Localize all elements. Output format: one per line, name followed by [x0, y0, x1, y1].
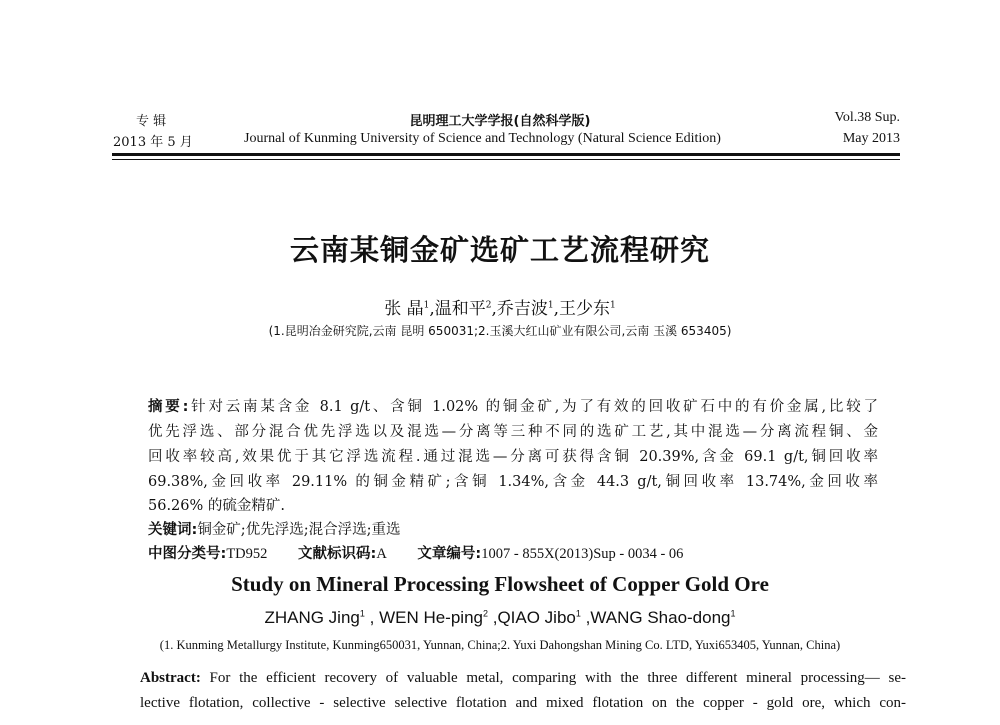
doc-code-value: A	[376, 546, 387, 562]
doc-code-label: 文献标识码:	[298, 546, 377, 562]
author: WEN He-ping	[379, 608, 483, 627]
author-sup: 1	[610, 300, 616, 311]
abstract-cn-line: 69.38%,金回收率 29.11% 的铜金精矿;含铜 1.34%,含金 44.3 g/t,铜回收率 13.74%,金回收率	[148, 474, 878, 490]
journal-name-cn: 昆明理工大学学报(自然科学版)	[409, 114, 591, 129]
author-sup: 1	[359, 608, 365, 619]
authors-en: ZHANG Jing$^1$ , WEN He-ping$^2$ ,QIAO Jibo$^1$ ,WANG Shao-dong$^1$	[264, 608, 736, 627]
author: ZHANG Jing	[264, 608, 360, 627]
header-rule-thin	[112, 159, 900, 160]
title-en: Study on Mineral Processing Flowsheet of Copper Gold Ore	[231, 572, 769, 596]
abstract-cn-line: 56.26% 的硫金精矿.	[148, 498, 286, 514]
header-special-issue: 专 辑	[136, 114, 167, 129]
author-sup: 1	[575, 608, 581, 619]
abstract-cn-line: 回收率较高,效果优于其它浮选流程.通过混选—分离可获得含铜 20.39%,含金 69.1 g/t,铜回收率	[148, 449, 878, 465]
issue-date: May 2013	[842, 131, 900, 146]
abstract-en-line	[140, 670, 906, 687]
author-sup: 1	[730, 608, 736, 619]
authors-cn: 张 晶$^1$,温和平$^2$,乔吉波$^1$,王少东$^1$	[384, 299, 616, 319]
abstract-text: 针对云南某含金 8.1 g/t、含铜 1.02% 的铜金矿,为了有效的回收矿石中的有价金属,比较了	[188, 399, 878, 415]
classification-line	[148, 542, 683, 563]
abstract-en-text: For the efficient recovery of valuable metal, comparing with the three different mineral processing— se-	[209, 670, 906, 686]
author-sup: 1	[423, 300, 430, 311]
title-cn: 云南某铜金矿选矿工艺流程研究	[289, 233, 710, 267]
keywords-label: 关键词:	[148, 522, 198, 538]
clc-value: TD952	[226, 546, 268, 562]
affiliation-en: (1. Kunming Metallurgy Institute, Kunming650031, Yunnan, China;2. Yuxi Dahongshan Mining Co. LTD, Yuxi653405, Yunnan, China)	[159, 638, 841, 652]
article-number-label: 文章编号:	[417, 546, 482, 562]
clc-label: 中图分类号:	[148, 546, 227, 562]
author: 张 晶	[384, 299, 424, 319]
author-sup: 1	[547, 300, 554, 311]
author: WANG Shao-dong	[590, 608, 731, 627]
volume-info: Vol.38 Sup.	[834, 110, 900, 125]
article-number-value: 1007 - 855X(2013)Sup - 0034 - 06	[481, 546, 684, 562]
abstract-label: 摘要:	[148, 399, 189, 415]
abstract-en-label: Abstract:	[140, 670, 201, 686]
author-sup: 2	[482, 608, 488, 619]
affiliation-cn: (1.昆明冶金研究院,云南 昆明 650031;2.玉溪大红山矿业有限公司,云南 玉溪 653405)	[268, 324, 732, 338]
author: 王少东	[559, 299, 611, 319]
keywords-text: 铜金矿;优先浮选;混合浮选;重选	[197, 522, 401, 538]
author: QIAO Jibo	[497, 608, 576, 627]
header-date-cn: 2013 年 5 月	[113, 135, 193, 150]
journal-name-en: Journal of Kunming University of Science and Technology (Natural Science Edition)	[244, 131, 721, 146]
keywords-cn	[148, 518, 878, 539]
abstract-cn-line	[148, 395, 878, 416]
author: 乔吉波	[496, 299, 548, 319]
author: 温和平	[434, 299, 486, 319]
author-sup: 2	[485, 300, 492, 311]
header-rule-thick	[112, 153, 900, 156]
abstract-en-line: lective flotation, collective - selective selective flotation and mixed flotation on the copper - gold ore, which con-	[140, 695, 906, 711]
abstract-cn-line: 优先浮选、部分混合优先浮选以及混选—分离等三种不同的选矿工艺,其中混选—分离流程铜、金	[148, 424, 878, 440]
